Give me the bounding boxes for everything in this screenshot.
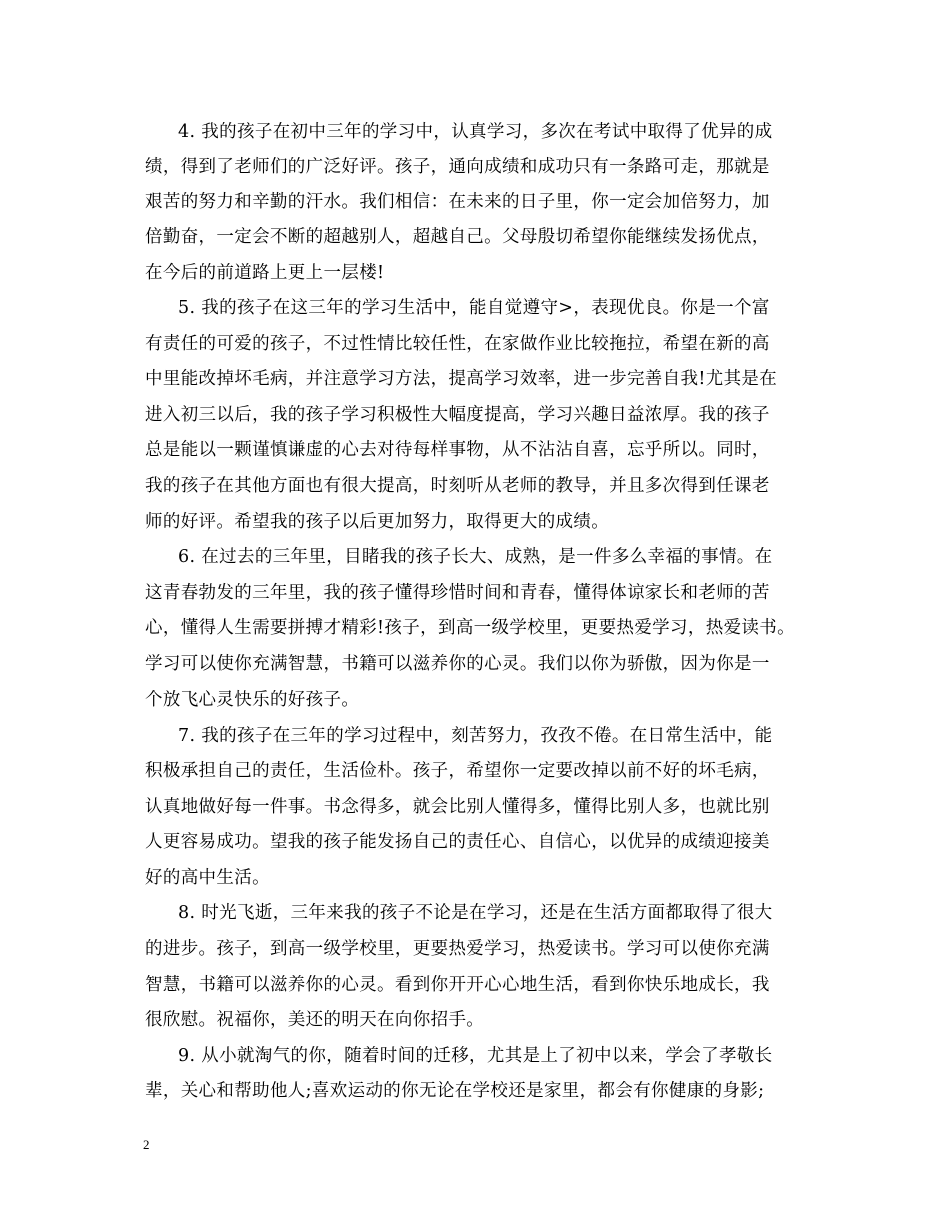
text-line: 在今后的前道路上更上一层楼!	[145, 263, 385, 283]
text-line: 倍勤奋，一定会不断的超越别人，超越自己。父母殷切希望你能继续发扬优点，	[145, 227, 770, 247]
text-line: 4. 我的孩子在初中三年的学习中，认真学习，多次在考试中取得了优异的成	[178, 122, 773, 142]
text-line: 师的好评。希望我的孩子以后更加努力，取得更大的成绩。	[145, 512, 610, 532]
text-line: 人更容易成功。望我的孩子能发扬自己的责任心、自信心，以优异的成绩迎接美	[145, 832, 770, 852]
text-line: 绩，得到了老师们的广泛好评。孩子，通向成绩和成功只有一条路可走，那就是	[145, 157, 770, 177]
text-line: 中里能改掉坏毛病，并注意学习方法，提高学习效率，进一步完善自我!尤其是在	[145, 369, 778, 389]
text-line: 6. 在过去的三年里，目睹我的孩子长大、成熟，是一件多么幸福的事情。在	[178, 547, 773, 567]
page-number: 2	[143, 1137, 150, 1152]
text-line: 总是能以一颗谨慎谦虚的心去对待每样事物，从不沾沾自喜，忘乎所以。同时，	[145, 440, 770, 460]
text-line: 心，懂得人生需要拼搏才精彩!孩子，到高一级学校里，更要热爱学习，热爱读书。	[145, 618, 795, 638]
text-line: 辈，关心和帮助他人;喜欢运动的你无论在学校还是家里，都会有你健康的身影;	[145, 1081, 765, 1101]
text-line: 我的孩子在其他方面也有很大提高，时刻听从老师的教导，并且多次得到任课老	[145, 476, 770, 496]
text-line: 个放飞心灵快乐的好孩子。	[145, 690, 360, 710]
text-line: 有责任的可爱的孩子，不过性情比较任性，在家做作业比较拖拉，希望在新的高	[145, 334, 770, 354]
text-line: 很欣慰。祝福你，美还的明天在向你招手。	[145, 1010, 485, 1030]
text-line: 5. 我的孩子在这三年的学习生活中，能自觉遵守>，表现优良。你是一个富	[178, 298, 770, 318]
text-line: 智慧，书籍可以滋养你的心灵。看到你开开心心地生活，看到你快乐地成长，我	[145, 975, 770, 995]
text-line: 的进步。孩子，到高一级学校里，更要热爱学习，热爱读书。学习可以使你充满	[145, 939, 770, 959]
text-line: 艰苦的努力和辛勤的汗水。我们相信：在未来的日子里，你一定会加倍努力，加	[145, 192, 770, 212]
text-line: 8. 时光飞逝，三年来我的孩子不论是在学习，还是在生活方面都取得了很大	[178, 903, 773, 923]
text-line: 好的高中生活。	[145, 868, 270, 888]
text-line: 认真地做好每一件事。书念得多，就会比别人懂得多，懂得比别人多，也就比别	[145, 797, 770, 817]
text-line: 学习可以使你充满智慧，书籍可以滋养你的心灵。我们以你为骄傲，因为你是一	[145, 654, 770, 674]
text-line: 进入初三以后，我的孩子学习积极性大幅度提高，学习兴趣日益浓厚。我的孩子	[145, 405, 770, 425]
text-line: 这青春勃发的三年里，我的孩子懂得珍惜时间和青春，懂得体谅家长和老师的苦	[145, 583, 770, 603]
text-line: 9. 从小就淘气的你，随着时间的迁移，尤其是上了初中以来，学会了孝敬长	[178, 1046, 773, 1066]
text-line: 积极承担自己的责任，生活俭朴。孩子，希望你一定要改掉以前不好的坏毛病，	[145, 761, 770, 781]
text-line: 7. 我的孩子在三年的学习过程中，刻苦努力，孜孜不倦。在日常生活中，能	[178, 726, 773, 746]
